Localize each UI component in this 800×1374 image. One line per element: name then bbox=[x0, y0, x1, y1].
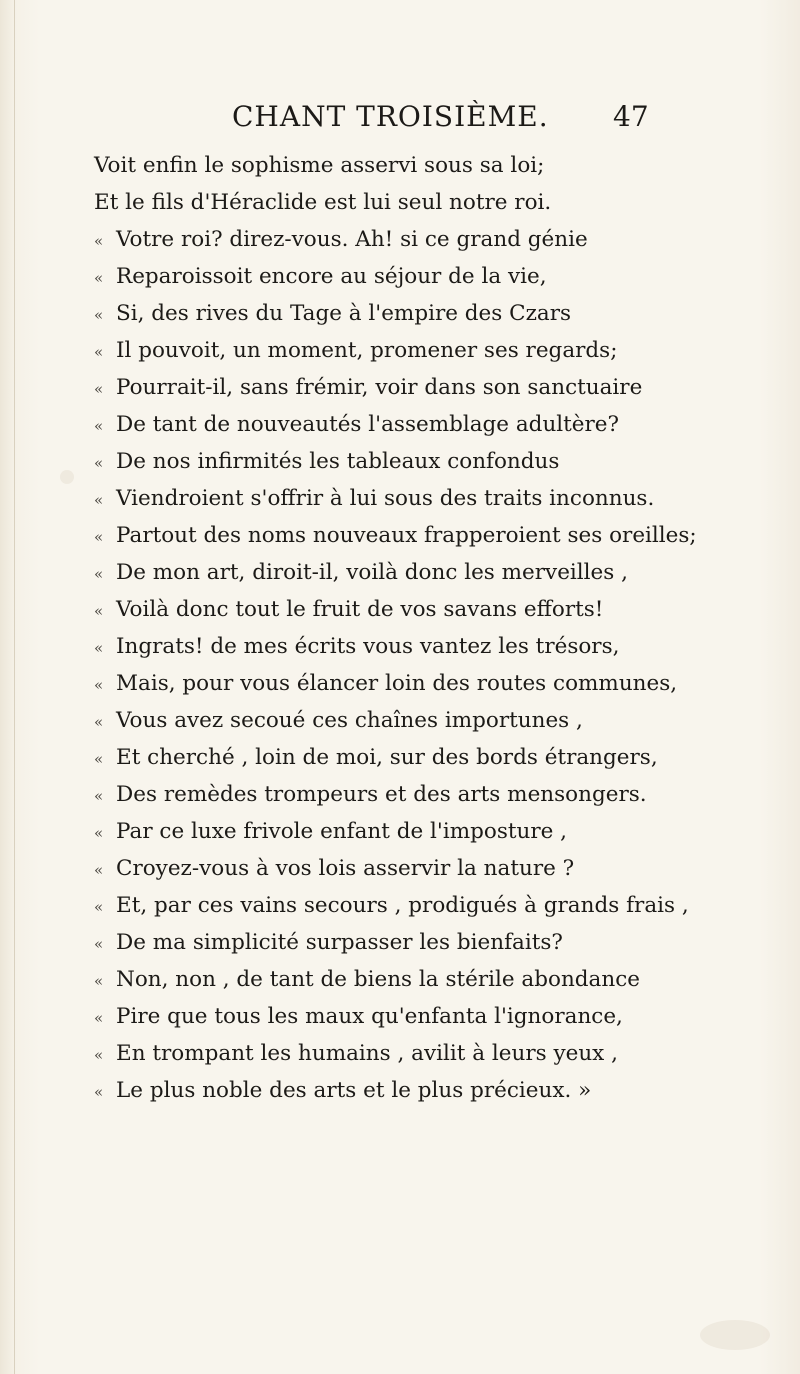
verse-line bbox=[94, 410, 619, 441]
verse-line bbox=[94, 484, 654, 515]
verse-line bbox=[94, 817, 567, 848]
quote-mark: « bbox=[94, 343, 104, 361]
quote-mark: « bbox=[94, 1046, 104, 1064]
quote-mark: « bbox=[94, 898, 104, 916]
verse-text: Voit enfin le sophisme asservi sous sa loi; bbox=[94, 153, 545, 178]
quote-mark: « bbox=[94, 787, 104, 805]
verse-line bbox=[94, 780, 647, 811]
verse-text: Ingrats! de mes écrits vous vantez les trésors, bbox=[116, 634, 620, 659]
quote-mark: « bbox=[94, 1009, 104, 1027]
verse-text: Pire que tous les maux qu'enfanta l'ignorance, bbox=[116, 1004, 623, 1029]
paper-stain bbox=[60, 470, 74, 484]
quote-mark: « bbox=[94, 491, 104, 509]
verse-line bbox=[94, 447, 559, 478]
verse-text: Par ce luxe frivole enfant de l'imposture , bbox=[116, 819, 568, 844]
page-number: 47 bbox=[613, 100, 649, 133]
verse-text: Vous avez secoué ces chaînes importunes , bbox=[116, 708, 583, 733]
verse-line bbox=[94, 1039, 618, 1070]
verse-line bbox=[94, 891, 689, 922]
page-header bbox=[0, 100, 800, 140]
quote-mark: « bbox=[94, 602, 104, 620]
paper-stain bbox=[700, 1320, 770, 1350]
verse-text: Le plus noble des arts et le plus précieux. » bbox=[116, 1078, 592, 1103]
verse-text: De nos infirmités les tableaux confondus bbox=[116, 449, 560, 474]
verse-line bbox=[94, 1076, 591, 1107]
verse-text: Voilà donc tout le fruit de vos savans efforts! bbox=[116, 597, 604, 622]
verse-line bbox=[94, 558, 628, 589]
verse-line bbox=[94, 595, 603, 626]
verse-text: Des remèdes trompeurs et des arts mensongers. bbox=[116, 782, 647, 807]
verse-text: Si, des rives du Tage à l'empire des Czars bbox=[116, 301, 572, 326]
quote-mark: « bbox=[94, 750, 104, 768]
verse-line bbox=[94, 928, 563, 959]
quote-mark: « bbox=[94, 306, 104, 324]
quote-mark: « bbox=[94, 417, 104, 435]
quote-mark: « bbox=[94, 713, 104, 731]
quote-mark: « bbox=[94, 676, 104, 694]
verse-text: De ma simplicité surpasser les bienfaits? bbox=[116, 930, 563, 955]
verse-line bbox=[94, 632, 619, 663]
quote-mark: « bbox=[94, 1083, 104, 1101]
verse-text: De tant de nouveautés l'assemblage adultère? bbox=[116, 412, 620, 437]
quote-mark: « bbox=[94, 380, 104, 398]
verse-line bbox=[94, 262, 547, 293]
verse-text: Et, par ces vains secours , prodigués à grands frais , bbox=[116, 893, 689, 918]
verse-line bbox=[94, 521, 697, 552]
verse-text: Mais, pour vous élancer loin des routes communes, bbox=[116, 671, 678, 696]
quote-mark: « bbox=[94, 972, 104, 990]
verse-line bbox=[94, 965, 640, 996]
verse-text: Et cherché , loin de moi, sur des bords étrangers, bbox=[116, 745, 658, 770]
verse-line bbox=[94, 299, 571, 330]
running-title: CHANT TROISIÈME. bbox=[232, 100, 549, 133]
verse-text: De mon art, diroit-il, voilà donc les merveilles , bbox=[116, 560, 628, 585]
verse-line bbox=[94, 373, 642, 404]
verse-text: Reparoissoit encore au séjour de la vie, bbox=[116, 264, 547, 289]
verse-text: Pourrait-il, sans frémir, voir dans son sanctuaire bbox=[116, 375, 643, 400]
verse-text: Viendroient s'offrir à lui sous des traits inconnus. bbox=[116, 486, 655, 511]
quote-mark: « bbox=[94, 232, 104, 250]
verse-text: Votre roi? direz-vous. Ah! si ce grand génie bbox=[116, 227, 588, 252]
quote-mark: « bbox=[94, 269, 104, 287]
quote-mark: « bbox=[94, 639, 104, 657]
verse-text: En trompant les humains , avilit à leurs yeux , bbox=[116, 1041, 618, 1066]
quote-mark: « bbox=[94, 454, 104, 472]
verse-line bbox=[94, 225, 588, 256]
quote-mark: « bbox=[94, 824, 104, 842]
verse-line bbox=[94, 854, 574, 885]
quote-mark: « bbox=[94, 935, 104, 953]
verse-line bbox=[94, 336, 617, 367]
verse-line bbox=[94, 669, 677, 700]
verse-line bbox=[94, 706, 583, 737]
verse-line bbox=[94, 151, 544, 181]
verse-text: Partout des noms nouveaux frapperoient ses oreilles; bbox=[116, 523, 697, 548]
binding-edge bbox=[14, 0, 15, 1374]
verse-line bbox=[94, 743, 658, 774]
quote-mark: « bbox=[94, 861, 104, 879]
verse-text: Croyez-vous à vos lois asservir la nature ? bbox=[116, 856, 575, 881]
quote-mark: « bbox=[94, 565, 104, 583]
verse-text: Il pouvoit, un moment, promener ses regards; bbox=[116, 338, 618, 363]
verse-text: Non, non , de tant de biens la stérile abondance bbox=[116, 967, 640, 992]
quote-mark: « bbox=[94, 528, 104, 546]
verse-line bbox=[94, 1002, 623, 1033]
verse-text: Et le fils d'Héraclide est lui seul notre roi. bbox=[94, 190, 552, 215]
verse-line bbox=[94, 188, 551, 218]
